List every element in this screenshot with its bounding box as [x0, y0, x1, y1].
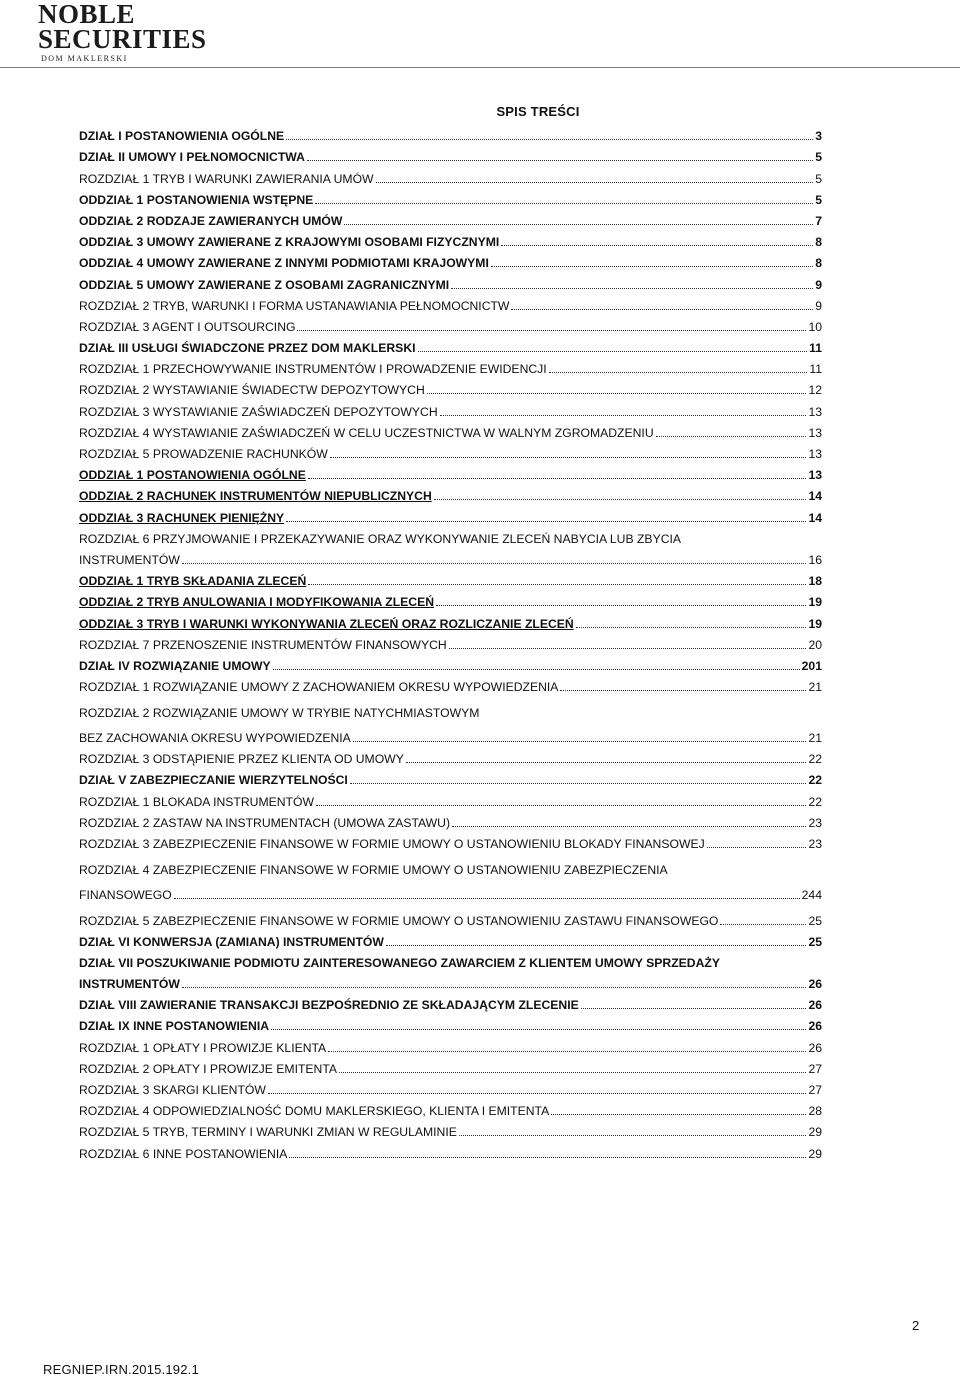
toc-entry-page: 10 [808, 319, 822, 334]
toc-entry[interactable] [79, 229, 822, 250]
toc-entry-page: 14 [808, 489, 822, 504]
toc-entry-page: 13 [808, 404, 822, 419]
toc-entry[interactable] [79, 250, 822, 271]
toc-dot-leader [182, 563, 807, 564]
toc-entry[interactable] [79, 1077, 822, 1098]
toc-dot-leader [452, 826, 806, 827]
toc-entry[interactable] [79, 810, 822, 831]
table-of-contents [79, 123, 822, 1162]
toc-entry-title: ODDZIAŁ 2 RACHUNEK INSTRUMENTÓW NIEPUBLICZNYCH [79, 489, 432, 504]
toc-dot-leader [427, 393, 807, 394]
toc-entry[interactable] [79, 632, 822, 653]
toc-dot-leader [315, 203, 813, 204]
toc-entry-title: DZIAŁ VI KONWERSJA (ZAMIANA) INSTRUMENTÓW [79, 934, 384, 949]
toc-dot-leader [344, 224, 813, 225]
toc-entry-page: 25 [808, 913, 822, 928]
toc-entry-page: 13 [808, 447, 822, 461]
toc-dot-leader [451, 288, 813, 289]
toc-entry-page: 9 [815, 298, 822, 313]
toc-dot-leader [268, 1093, 807, 1094]
logo-text-dom-maklerski: DOM MAKLERSKI [41, 54, 128, 63]
toc-entry[interactable] [79, 674, 822, 695]
toc-entry-page: 9 [815, 277, 822, 292]
toc-dot-leader [386, 945, 807, 946]
toc-entry-page: 13 [808, 425, 822, 440]
toc-dot-leader [418, 351, 808, 352]
toc-entry-page: 27 [808, 1083, 822, 1097]
toc-entry-page: 22 [808, 752, 822, 767]
toc-dot-leader [328, 1051, 806, 1052]
toc-entry-title: ROZDZIAŁ 2 TRYB, WARUNKI I FORMA USTANAWIANIA PEŁNOMOCNICTW [79, 298, 510, 313]
toc-title: SPIS TREŚCI [496, 104, 580, 119]
toc-entry[interactable] [79, 950, 822, 971]
toc-entry-title: FINANSOWEGO [79, 888, 172, 902]
toc-entry-title: ROZDZIAŁ 2 WYSTAWIANIE ŚWIADECTW DEPOZYTOWYCH [79, 383, 425, 398]
toc-entry-page: 20 [808, 637, 822, 652]
toc-entry-page: 27 [808, 1061, 822, 1076]
toc-entry[interactable] [79, 721, 822, 747]
toc-entry-title: ODDZIAŁ 2 TRYB ANULOWANIA I MODYFIKOWANIA ZLECEŃ [79, 595, 434, 610]
toc-entry[interactable] [79, 878, 822, 904]
toc-dot-leader [353, 741, 807, 742]
toc-entry-page: 26 [808, 1040, 822, 1055]
toc-entry-page: 16 [808, 552, 822, 567]
toc-entry[interactable] [79, 992, 822, 1013]
toc-entry-title: BEZ ZACHOWANIA OKRESU WYPOWIEDZENIA [79, 731, 351, 746]
toc-entry-title: ROZDZIAŁ 3 ODSTĄPIENIE PRZEZ KLIENTA OD UMOWY [79, 752, 404, 767]
toc-entry-title: DZIAŁ II UMOWY I PEŁNOMOCNICTWA [79, 150, 305, 165]
toc-entry-title: ROZDZIAŁ 6 INNE POSTANOWIENIA [79, 1146, 288, 1161]
toc-entry[interactable] [79, 971, 822, 992]
toc-entry-page: 5 [815, 150, 822, 165]
toc-entry[interactable] [79, 746, 822, 767]
toc-entry-page: 23 [808, 815, 822, 830]
toc-entry-title: ODDZIAŁ 5 UMOWY ZAWIERANE Z OSOBAMI ZAGRANICZNYMI [79, 277, 450, 292]
toc-entry-title: ROZDZIAŁ 1 ROZWIĄZANIE UMOWY Z ZACHOWANIEM OKRESU WYPOWIEDZENIA [79, 680, 559, 695]
toc-entry-page: 21 [808, 731, 822, 746]
toc-entry[interactable] [79, 589, 822, 610]
toc-entry-title: INSTRUMENTÓW [79, 552, 180, 567]
toc-dot-leader [376, 182, 814, 183]
toc-entry-title: ROZDZIAŁ 3 AGENT I OUTSOURCING [79, 319, 296, 334]
toc-entry[interactable] [79, 852, 822, 878]
toc-entry-title: INSTRUMENTÓW [79, 977, 180, 992]
toc-entry[interactable] [79, 314, 822, 335]
header-divider [0, 67, 960, 68]
toc-entry-title: DZIAŁ VII POSZUKIWANIE PODMIOTU ZAINTERESOWANEGO ZAWARCIEM Z KLIENTEM UMOWY SPRZEDAŻY [79, 955, 720, 970]
toc-dot-leader [286, 521, 806, 522]
toc-entry-title: ODDZIAŁ 2 RODZAJE ZAWIERANYCH UMÓW [79, 213, 343, 228]
toc-entry-title: ODDZIAŁ 3 RACHUNEK PIENIĘŻNY [79, 510, 285, 525]
toc-entry[interactable] [79, 504, 822, 525]
toc-entry[interactable] [79, 377, 822, 398]
toc-dot-leader [271, 1029, 806, 1030]
toc-entry-title: ROZDZIAŁ 1 TRYB I WARUNKI ZAWIERANIA UMÓW [79, 171, 374, 186]
toc-entry-page: 5 [815, 171, 822, 186]
toc-entry-page: 26 [808, 998, 822, 1013]
toc-entry-page: 29 [808, 1125, 822, 1140]
toc-dot-leader [656, 436, 807, 437]
toc-dot-leader [406, 762, 807, 763]
toc-entry-page: 26 [808, 1019, 822, 1034]
toc-entry[interactable] [79, 929, 822, 950]
toc-entry-page: 25 [808, 934, 822, 949]
toc-dot-leader [174, 898, 800, 899]
toc-entry-title: DZIAŁ IV ROZWIĄZANIE UMOWY [79, 658, 271, 673]
toc-entry[interactable] [79, 208, 822, 229]
toc-entry[interactable] [79, 547, 822, 568]
toc-entry[interactable] [79, 568, 822, 589]
logo-text-securities: SECURITIES [38, 24, 207, 54]
toc-entry[interactable] [79, 483, 822, 504]
toc-entry[interactable] [79, 653, 822, 674]
toc-entry-page: 14 [808, 510, 822, 525]
toc-dot-leader [273, 669, 800, 670]
toc-entry-title: ROZDZIAŁ 1 PRZECHOWYWANIE INSTRUMENTÓW I PROWADZENIE EWIDENCJI [79, 362, 547, 377]
logo-text-noble: NOBLE [38, 0, 136, 29]
toc-entry-page: 28 [808, 1104, 822, 1119]
toc-entry-page: 11 [809, 362, 822, 377]
toc-dot-leader [449, 648, 807, 649]
toc-entry-title: ROZDZIAŁ 4 ZABEZPIECZENIE FINANSOWE W FORMIE UMOWY O USTANOWIENIU ZABEZPIECZENIA [79, 862, 668, 877]
toc-entry[interactable] [79, 526, 822, 547]
toc-entry-page: 29 [808, 1146, 822, 1161]
toc-entry-title: ODDZIAŁ 1 TRYB SKŁADANIA ZLECEŃ [79, 574, 307, 589]
toc-entry[interactable] [79, 187, 822, 208]
toc-entry[interactable] [79, 293, 822, 314]
toc-dot-leader [581, 1008, 807, 1009]
toc-entry-title: ROZDZIAŁ 5 ZABEZPIECZENIE FINANSOWE W FORMIE UMOWY O USTANOWIENIU ZASTAWU FINANSOWEGO [79, 913, 719, 928]
toc-dot-leader [551, 1114, 806, 1115]
toc-dot-leader [286, 139, 813, 140]
toc-entry-title: ODDZIAŁ 1 POSTANOWIENIA WSTĘPNE [79, 192, 314, 207]
toc-dot-leader [549, 372, 808, 373]
toc-entry-title: ROZDZIAŁ 2 ZASTAW NA INSTRUMENTACH (UMOWA ZASTAWU) [79, 815, 451, 830]
toc-entry-page: 19 [808, 616, 822, 631]
toc-dot-leader [339, 1072, 806, 1073]
toc-dot-leader [511, 309, 813, 310]
company-logo [38, 2, 207, 63]
toc-entry[interactable] [79, 610, 822, 631]
toc-entry-title: ODDZIAŁ 3 UMOWY ZAWIERANE Z KRAJOWYMI OSOBAMI FIZYCZNYMI [79, 235, 500, 250]
toc-dot-leader [459, 1135, 807, 1136]
toc-entry[interactable] [79, 831, 822, 852]
toc-dot-leader [330, 457, 807, 458]
toc-entry-title: ROZDZIAŁ 1 OPŁATY I PROWIZJE KLIENTA [79, 1040, 327, 1055]
toc-entry-page: 5 [815, 192, 822, 207]
toc-entry-title: ROZDZIAŁ 3 ZABEZPIECZENIE FINANSOWE W FORMIE UMOWY O USTANOWIENIU BLOKADY FINANSOWEJ [79, 837, 705, 851]
toc-entry-title: DZIAŁ VIII ZAWIERANIE TRANSAKCJI BEZPOŚREDNIO ZE SKŁADAJĄCYM ZLECENIE [79, 998, 579, 1013]
toc-dot-leader [308, 478, 807, 479]
toc-entry-title: DZIAŁ III USŁUGI ŚWIADCZONE PRZEZ DOM MAKLERSKI [79, 341, 416, 356]
toc-entry-title: ODDZIAŁ 3 TRYB I WARUNKI WYKONYWANIA ZLECEŃ ORAZ ROZLICZANIE ZLECEŃ [79, 616, 574, 631]
toc-entry[interactable] [79, 1013, 822, 1034]
toc-entry-page: 12 [808, 383, 822, 398]
toc-entry-title: ODDZIAŁ 1 POSTANOWIENIA OGÓLNE [79, 468, 306, 483]
toc-dot-leader [576, 627, 807, 628]
toc-entry[interactable] [79, 462, 822, 483]
toc-dot-leader [289, 1157, 806, 1158]
toc-dot-leader [720, 924, 806, 925]
toc-entry-page: 244 [801, 888, 822, 902]
toc-entry-title: ROZDZIAŁ 3 WYSTAWIANIE ZAŚWIADCZEŃ DEPOZYTOWYCH [79, 404, 438, 419]
toc-entry-title: ROZDZIAŁ 4 ODPOWIEDZIALNOŚĆ DOMU MAKLERSKIEGO, KLIENTA I EMITENTA [79, 1104, 550, 1119]
toc-entry-title: DZIAŁ I POSTANOWIENIA OGÓLNE [79, 129, 285, 144]
toc-entry-page: 18 [808, 574, 822, 589]
toc-entry-title: ROZDZIAŁ 5 TRYB, TERMINY I WARUNKI ZMIAN W REGULAMINIE [79, 1125, 457, 1140]
toc-dot-leader [491, 266, 813, 267]
toc-dot-leader [182, 987, 807, 988]
toc-entry-page: 8 [815, 256, 822, 271]
toc-entry-title: ROZDZIAŁ 5 PROWADZENIE RACHUNKÓW [79, 447, 328, 461]
toc-dot-leader [297, 330, 806, 331]
toc-entry-page: 201 [801, 658, 822, 673]
toc-entry-page: 13 [808, 468, 822, 483]
toc-entry[interactable] [79, 335, 822, 356]
toc-entry[interactable] [79, 903, 822, 929]
toc-entry-page: 7 [815, 213, 822, 228]
toc-dot-leader [434, 499, 807, 500]
toc-entry[interactable] [79, 441, 822, 462]
toc-entry-page: 3 [815, 129, 822, 144]
toc-entry[interactable] [79, 144, 822, 165]
toc-entry-title: ROZDZIAŁ 3 SKARGI KLIENTÓW [79, 1083, 266, 1097]
toc-entry-title: ROZDZIAŁ 6 PRZYJMOWANIE I PRZEKAZYWANIE ORAZ WYKONYWANIE ZLECEŃ NABYCIA LUB ZBYCIA [79, 531, 682, 546]
toc-entry[interactable] [79, 123, 822, 144]
toc-dot-leader [707, 847, 807, 848]
toc-entry-page: 11 [809, 341, 822, 356]
toc-entry-page: 22 [808, 794, 822, 809]
toc-entry[interactable] [79, 1034, 822, 1055]
toc-entry-page: 26 [808, 977, 822, 992]
toc-entry[interactable] [79, 1056, 822, 1077]
toc-entry[interactable] [79, 165, 822, 186]
toc-entry-page: 23 [808, 837, 822, 851]
toc-entry-title: ROZDZIAŁ 2 ROZWIĄZANIE UMOWY W TRYBIE NATYCHMIASTOWYM [79, 705, 480, 720]
page-number: 2 [912, 1318, 920, 1333]
toc-entry[interactable] [79, 695, 822, 721]
toc-entry[interactable] [79, 767, 822, 788]
toc-dot-leader [316, 805, 806, 806]
toc-entry[interactable] [79, 271, 822, 292]
toc-dot-leader [307, 160, 813, 161]
toc-entry-title: ROZDZIAŁ 4 WYSTAWIANIE ZAŚWIADCZEŃ W CELU UCZESTNICTWA W WALNYM ZGROMADZENIU [79, 425, 654, 440]
document-code: REGNIEP.IRN.2015.192.1 [43, 1362, 199, 1377]
toc-dot-leader [436, 605, 806, 606]
toc-entry[interactable] [79, 1140, 822, 1161]
toc-entry-title: ROZDZIAŁ 2 OPŁATY I PROWIZJE EMITENTA [79, 1061, 338, 1076]
toc-entry-page: 22 [808, 773, 822, 788]
toc-entry[interactable] [79, 356, 822, 377]
toc-entry[interactable] [79, 788, 822, 809]
toc-entry[interactable] [79, 398, 822, 419]
toc-entry-title: ROZDZIAŁ 1 BLOKADA INSTRUMENTÓW [79, 794, 314, 809]
toc-entry-title: ODDZIAŁ 4 UMOWY ZAWIERANE Z INNYMI PODMIOTAMI KRAJOWYMI [79, 256, 489, 271]
toc-entry-title: DZIAŁ V ZABEZPIECZANIE WIERZYTELNOŚCI [79, 773, 348, 788]
toc-dot-leader [501, 245, 813, 246]
toc-dot-leader [350, 783, 807, 784]
toc-dot-leader [560, 690, 806, 691]
toc-entry-page: 19 [808, 595, 822, 610]
toc-entry-title: DZIAŁ IX INNE POSTANOWIENIA [79, 1019, 270, 1034]
toc-entry-page: 8 [815, 235, 822, 250]
toc-entry-title: ROZDZIAŁ 7 PRZENOSZENIE INSTRUMENTÓW FINANSOWYCH [79, 637, 447, 652]
toc-dot-leader [440, 415, 807, 416]
toc-entry[interactable] [79, 1098, 822, 1119]
toc-entry-page: 21 [808, 680, 822, 695]
toc-entry[interactable] [79, 420, 822, 441]
toc-entry[interactable] [79, 1119, 822, 1140]
toc-dot-leader [308, 584, 806, 585]
